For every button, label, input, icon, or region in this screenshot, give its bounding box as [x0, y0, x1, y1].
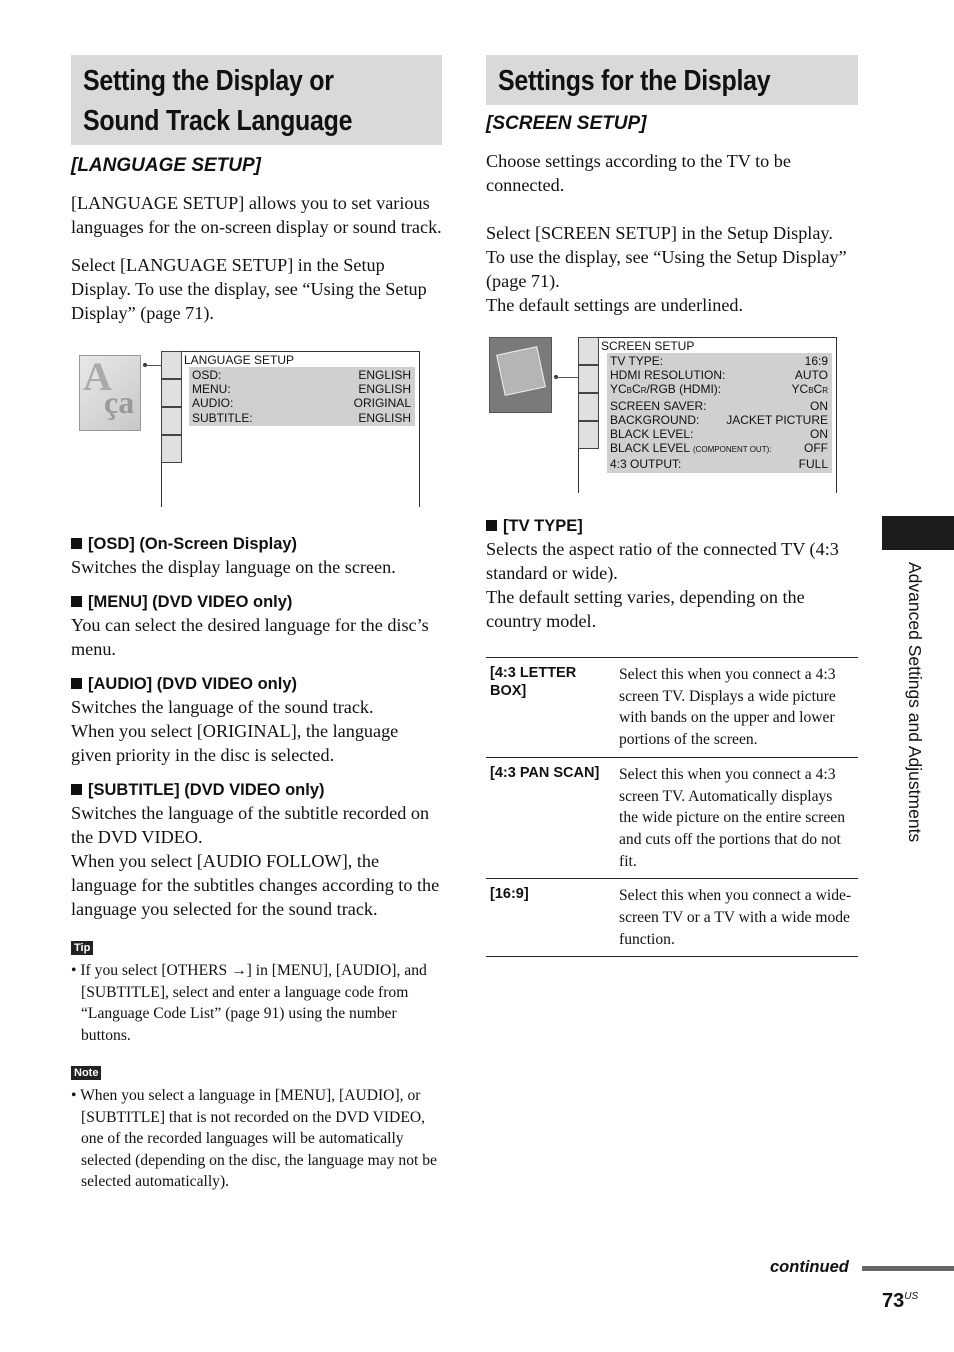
item-menu: [MENU] (DVD VIDEO only) You can select the desired language for the disc’s menu. — [71, 593, 429, 659]
option-row-osd: OSD: ENGLISH — [192, 368, 411, 382]
table-row: [4:3 PAN SCAN] Select this when you connect a 4:3 screen TV. Automatically displays the wide picture on the entire screen and cuts off the portions that do not fit. — [486, 758, 858, 880]
side-tab-label: Advanced Settings and Adjustments — [905, 562, 925, 843]
note-label: Note — [71, 1066, 101, 1080]
section-heading-language — [71, 55, 442, 145]
section-heading-display — [486, 55, 858, 105]
screen-select-block: Select [SCREEN SETUP] in the Setup Display. To use the display, see “Using the Setup Display” (page 71). The default settings are underlined. — [486, 223, 847, 315]
option-row-black-level: BLACK LEVEL: ON — [610, 427, 828, 442]
square-bullet-icon — [71, 596, 82, 607]
setup-tabs — [578, 337, 600, 449]
heading-display: Settings for the Display — [498, 65, 771, 97]
tv-type-table — [486, 657, 858, 957]
option-row-menu: MENU: ENGLISH — [192, 382, 411, 397]
option-row-background: BACKGROUND: JACKET PICTURE — [610, 412, 828, 427]
left-column — [71, 55, 442, 1193]
screen-intro: Choose settings according to the TV to be connected. — [486, 151, 791, 195]
right-column — [486, 55, 858, 957]
option-row-ycbcr: YCBCR/RGB (HDMI): YCBCR — [610, 382, 828, 397]
square-bullet-icon — [71, 678, 82, 689]
screen-icon — [489, 337, 552, 413]
subhead-language-setup: [LANGUAGE SETUP] — [71, 155, 261, 176]
continued-bar — [862, 1266, 954, 1271]
select-paragraph: Select [LANGUAGE SETUP] in the Setup Display. To use the display, see “Using the Setup Display” (page 71). — [71, 255, 427, 323]
subhead-screen-setup: [SCREEN SETUP] — [486, 113, 647, 134]
side-tab-marker — [882, 516, 954, 550]
option-row-black-level-component: BLACK LEVEL (COMPONENT OUT): OFF — [610, 441, 828, 456]
language-icon: A ça — [79, 355, 141, 431]
screen-setup-figure — [486, 337, 858, 493]
intro-paragraph: [LANGUAGE SETUP] allows you to set various languages for the on-screen display or sound track. — [71, 193, 442, 237]
screen-options-panel — [607, 353, 832, 473]
item-audio: [AUDIO] (DVD VIDEO only) Switches the language of the sound track. When you select [ORIGINAL], the language given priority in the disc is selected. — [71, 675, 399, 765]
square-bullet-icon — [71, 538, 82, 549]
item-osd: [OSD] (On-Screen Display) Switches the display language on the screen. — [71, 535, 396, 577]
figure-title: LANGUAGE SETUP — [184, 353, 295, 367]
language-setup-figure — [71, 351, 442, 507]
continued-label: continued — [770, 1258, 849, 1276]
option-row-tv-type: TV TYPE: 16:9 — [610, 354, 828, 368]
tip-label: Tip — [71, 941, 93, 955]
item-tv-type: [TV TYPE] Selects the aspect ratio of the connected TV (4:3 standard or wide). The default setting varies, depending on the country model. — [486, 517, 839, 631]
option-row-audio: AUDIO: ORIGINAL — [192, 396, 411, 411]
figure-title: SCREEN SETUP — [601, 339, 695, 353]
option-row-screen-saver: SCREEN SAVER: ON — [610, 398, 828, 413]
page-number: $73^{US}$ — [882, 1290, 919, 1312]
table-row: [16:9] Select this when you connect a wide-screen TV or a TV with a wide mode function. — [486, 879, 858, 957]
setup-tabs — [161, 351, 183, 463]
square-bullet-icon — [71, 784, 82, 795]
square-bullet-icon — [486, 520, 497, 531]
option-row-hdmi-resolution: HDMI RESOLUTION: AUTO — [610, 368, 828, 383]
option-row-4-3-output: 4:3 OUTPUT: FULL — [610, 457, 828, 472]
note-text: • When you select a language in [MENU], [AUDIO], or [SUBTITLE] that is not recorded on the DVD VIDEO, one of the recorded languages will be automatically selected (depending on the disc, the language may not be selected automatically). — [71, 1087, 437, 1190]
item-subtitle: [SUBTITLE] (DVD VIDEO only) Switches the language of the subtitle recorded on the DVD VIDEO. When you select [AUDIO FOLLOW], the language for the subtitles changes according to the language you selected for the sound track. — [71, 781, 440, 919]
language-options-panel — [189, 367, 415, 426]
heading-line-2: Sound Track Language — [83, 105, 353, 137]
table-row: [4:3 LETTER BOX] Select this when you connect a 4:3 screen TV. Displays a wide picture with bands on the upper and lower portions of the screen. — [486, 658, 858, 758]
tip-text: • If you select [OTHERS →] in [MENU], [AUDIO], and [SUBTITLE], select and enter a language code from “Language Code List” (page 91) using the number buttons. — [71, 962, 427, 1044]
option-row-subtitle: SUBTITLE: ENGLISH — [192, 410, 411, 425]
heading-line-1: Setting the Display or — [83, 65, 334, 97]
